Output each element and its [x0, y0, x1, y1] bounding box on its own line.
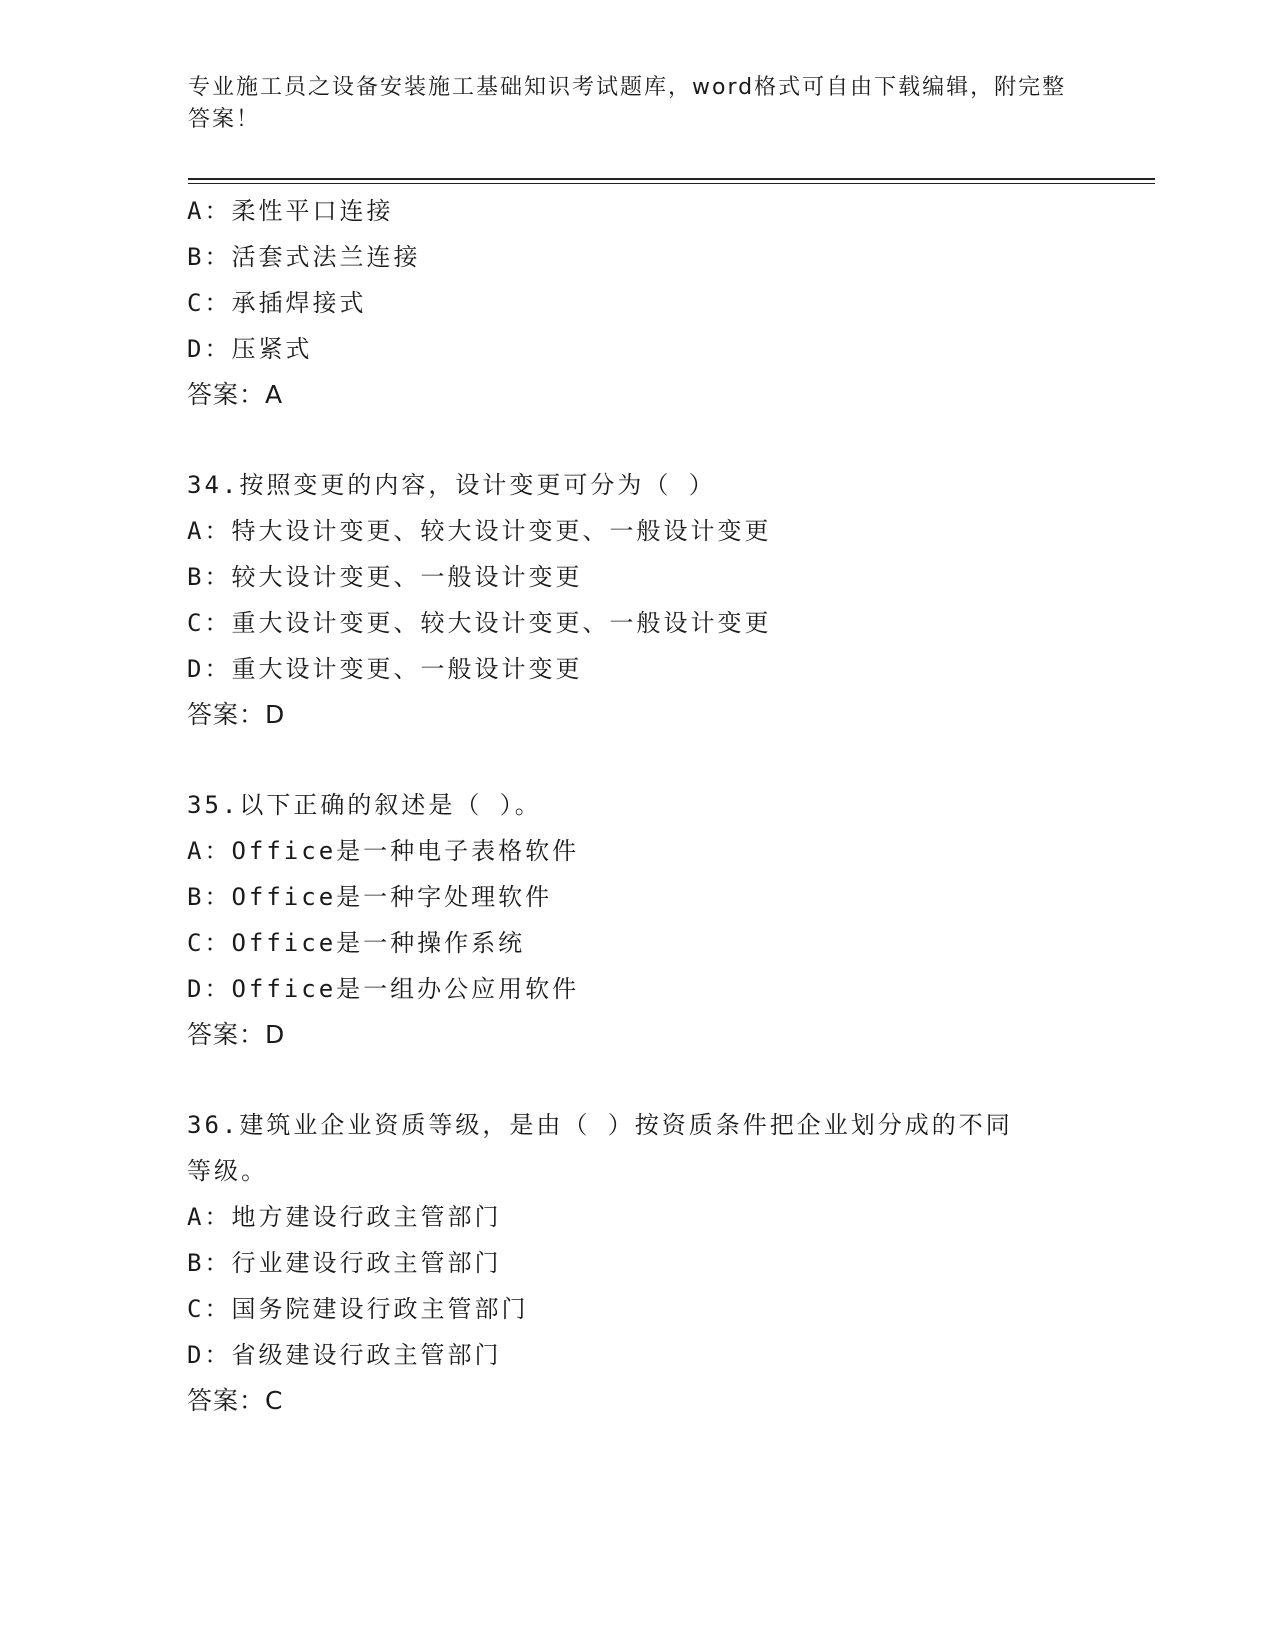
spacer	[187, 738, 1087, 782]
question-block-partial	[187, 188, 1087, 418]
question-block-35	[187, 782, 1087, 1058]
option-c: C：Office是一种操作系统	[187, 929, 526, 957]
option-b: B：较大设计变更、一般设计变更	[187, 563, 583, 591]
option-d: D：压紧式	[187, 335, 313, 363]
question-stem: 35.以下正确的叙述是（ ）。	[187, 791, 542, 819]
spacer	[187, 418, 1087, 462]
option-d: D：Office是一组办公应用软件	[187, 975, 580, 1003]
spacer	[187, 1058, 1087, 1102]
question-stem: 36.建筑业企业资质等级，是由（ ）按资质条件把企业划分成的不同等级。	[187, 1111, 1013, 1185]
option-b: B：活套式法兰连接	[187, 243, 421, 271]
question-list	[187, 188, 1087, 1424]
document-header: 专业施工员之设备安装施工基础知识考试题库，word格式可自由下载编辑，附完整答案！	[188, 75, 1067, 132]
option-a: A：特大设计变更、较大设计变更、一般设计变更	[187, 517, 772, 545]
option-b: B：行业建设行政主管部门	[187, 1249, 502, 1277]
answer-line: 答案：D	[187, 1020, 286, 1049]
option-d: D：省级建设行政主管部门	[187, 1341, 502, 1369]
option-c: C：承插焊接式	[187, 289, 367, 317]
option-a: A：Office是一种电子表格软件	[187, 837, 580, 865]
question-stem: 34.按照变更的内容，设计变更可分为（ ）	[187, 471, 716, 499]
option-a: A：地方建设行政主管部门	[187, 1203, 502, 1231]
question-block-36	[187, 1102, 1087, 1424]
option-d: D：重大设计变更、一般设计变更	[187, 655, 583, 683]
option-c: C：国务院建设行政主管部门	[187, 1295, 529, 1323]
option-a: A：柔性平口连接	[187, 197, 394, 225]
question-block-34	[187, 462, 1087, 738]
option-c: C：重大设计变更、较大设计变更、一般设计变更	[187, 609, 772, 637]
option-b: B：Office是一种字处理软件	[187, 883, 553, 911]
answer-line: 答案：D	[187, 700, 286, 729]
answer-line: 答案：C	[187, 1386, 284, 1415]
answer-line: 答案：A	[187, 380, 284, 409]
header-rule-thin	[188, 183, 1155, 184]
header-rule-thick	[188, 178, 1155, 180]
